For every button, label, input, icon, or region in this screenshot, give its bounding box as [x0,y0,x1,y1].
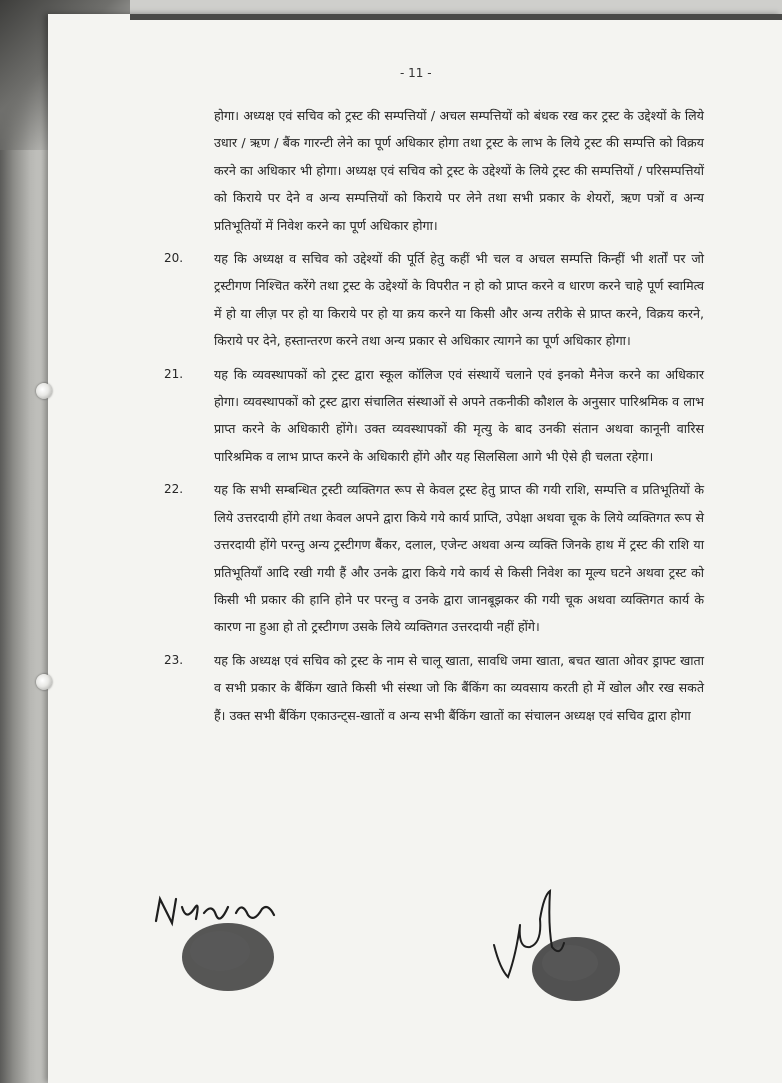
clause-23 [164,647,704,729]
intro-paragraph: होगा। अध्यक्ष एवं सचिव को ट्रस्ट की सम्पत्तियों / अचल सम्पत्तियों को बंधक रख कर ट्रस्ट के उद्देश्यों के लिये उधार / ऋण / बैंक गारन्टी लेने का पूर्ण अधिकार होगा तथा ट्रस्ट के लाभ के लिये ट्रस्ट की सम्पत्ति को विक्रय करने का अधिकार भी होगा। अध्यक्ष एवं सचिव को ट्रस्ट के उद्देश्यों के लिये ट्रस्ट की सम्पत्तियों / परिसम्पत्तियों को किराये पर देने व अन्य सम्पत्तियों को किराये पर लेने तथा सभी प्रकार के शेयरों, ऋण पत्रों व अन्य प्रतिभूतियों में निवेश करने का पूर्ण अधिकार होगा। [214,108,704,233]
clause-text: यह कि सभी सम्बन्धित ट्रस्टी व्यक्तिगत रूप से केवल ट्रस्ट हेतु प्राप्त की गयी राशि, सम्पत्ति व प्रतिभूतियों के लिये उत्तरदायी होंगे तथा केवल अपने द्वारा किये गये कार्य प्राप्ति, उपेक्षा अथवा चूक के लिये व्यक्तिगत रूप से उत्तरदायी होंगे परन्तु अन्य ट्रस्टीगण बैंकर, दलाल, एजेन्ट अथवा अन्य व्यक्ति जिनके हाथ में ट्रस्ट की राशि या प्रतिभूतियाँ आदि रखी गयी हैं और उनके द्वारा किये गये कार्य से किसी निवेश का मूल्य घटने अथवा ट्रस्ट को किसी भी प्रकार की हानि होने पर परन्तु व उनके द्वारा जानबूझकर की गयी चूक अथवा व्यक्तिगत कार्य के कारण ना हुआ हो तो ट्रस्टीगण उसके लिये व्यक्तिगत उत्तरदायी नहीं होंगे। [214,482,704,635]
clause-text: यह कि अध्यक्ष एवं सचिव को ट्रस्ट के नाम से चालू खाता, सावधि जमा खाता, बचत खाता ओवर ड्राफ्ट खाता व सभी प्रकार के बैंकिंग खाते किसी भी संस्था जो कि बैंकिंग का व्यवसाय करती हो में खोल और रख सकते हैं। उक्त सभी बैंकिंग एकाउन्ट्स-खातों व अन्य सभी बैंकिंग खातों का संचालन अध्यक्ष एवं सचिव द्वारा होगा [214,652,704,723]
signature-left [150,885,290,995]
clause-number: 22. [164,482,184,497]
clause-22 [164,476,704,640]
page-top-edge [130,14,782,20]
clause-21 [164,361,704,471]
clause-text: यह कि व्यवस्थापकों को ट्रस्ट द्वारा स्कूल कॉलिज एवं संस्थायें चलाने एवं इनको मैनेज करने का अधिकार होगा। व्यवस्थापकों को ट्रस्ट द्वारा संचालित संस्थाओं से अपने तकनीकी कौशल के अनुसार पारिश्रमिक व लाभ प्राप्त करने के अधिकारी होंगे। उक्त व्यवस्थापकों की मृत्यु के बाद उनकी संतान अथवा कानूनी वारिस पारिश्रमिक व लाभ प्राप्त करने के अधिकारी होंगे और यह सिलसिला आगे भी ऐसे ही चलता रहेगा। [214,366,704,464]
punch-hole-upper [36,383,52,399]
signature-area [150,885,670,1015]
punch-hole-lower [36,674,52,690]
clause-number: 20. [164,251,184,266]
document-body [164,102,704,729]
clause-20 [164,245,704,355]
clause-number: 21. [164,366,184,381]
page-number: - 11 - [400,66,432,80]
signature-right [490,885,630,1005]
clause-number: 23. [164,652,184,667]
clause-text: यह कि अध्यक्ष व सचिव को उद्देश्यों की पूर्ति हेतु कहीं भी चल व अचल सम्पत्ति किन्हीं भी शर्तों पर जो ट्रस्टीगण निश्चित करेंगे तथा ट्रस्ट के उद्देश्यों के विपरीत न हो को प्राप्त करने व धारण करने चाहे पूर्ण स्वामित्व में हो या लीज़ पर हो या किराये पर हो या क्रय करने या किसी और अन्य तरीके से प्राप्त करने, विक्रय करने, किराये पर देने, हस्तान्तरण करने तथा अन्य प्रकार से अधिकार त्यागने का पूर्ण अधिकार होगा। [214,251,704,349]
